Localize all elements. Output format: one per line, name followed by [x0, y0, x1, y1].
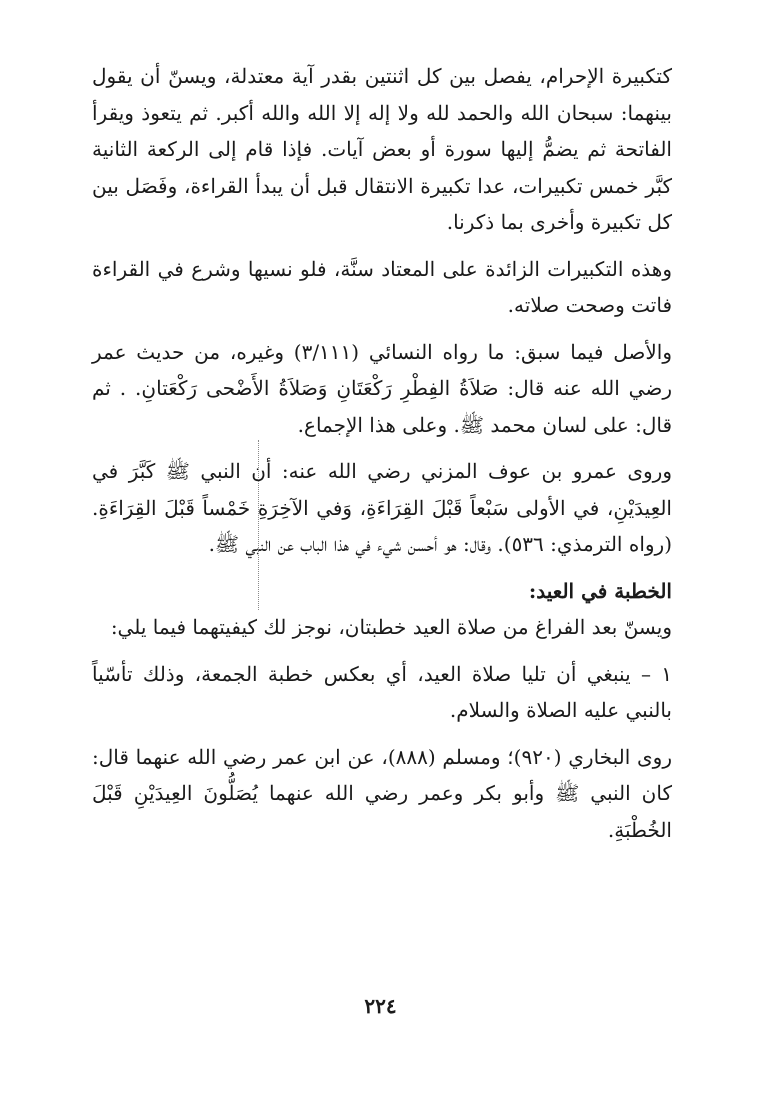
paragraph-bukhari-evidence: روى البخاري (٩٢٠)؛ ومسلم (٨٨٨)، عن ابن عمر رضي الله عنهما قال: كان النبي ﷺ وأبو بكر وعمر رضي الله عنهما يُصَلُّونَ العِيدَيْنِ قَبْلَ الخُطْبَةِ.: [92, 744, 672, 842]
page-body: [92, 58, 672, 848]
page-number: ٢٢٤: [364, 994, 397, 1018]
scan-gutter-line: [258, 440, 259, 610]
paragraph-point-one: ١ – ينبغي أن تليا صلاة العيد، أي بعكس خطبة الجمعة، وذلك تأسّياً بالنبي عليه الصلاة والسلام.: [92, 661, 672, 722]
paragraph-takbirat-sunnah: وهذه التكبيرات الزائدة على المعتاد سنَّة، فلو نسيها وشرع في القراءة فاتت وصحت صلاته.: [92, 256, 672, 317]
paragraph-khutbah-intro: ويسنّ بعد الفراغ من صلاة العيد خطبتان، نوجز لك كيفيتهما فيما يلي:: [110, 615, 672, 639]
paragraph-nasai-evidence: والأصل فيما سبق: ما رواه النسائي (٣/١١١) وغيره، من حديث عمر رضي الله عنه قال: صَلاَةُ الفِطْرِ رَكْعَتَانِ وَصَلاَةُ الأَضْحى رَكْعَتانِ. . ثم قال: على لسان محمد ﷺ. وعلى هذا الإجماع.: [92, 339, 672, 437]
section-heading-eid-khutbah: الخطبة في العيد:: [528, 578, 672, 603]
paragraph-tirmidhi-evidence: وروى عمرو بن عوف المزني رضي الله عنه: أن النبي ﷺ كَبَّرَ في العِيدَيْنِ، في الأولى سَبْعاً قَبْلَ القِرَاءَةِ، وَفي الآخِرَةِ خَمْساً قَبْلَ القِرَاءَةِ. (رواه الترمذي: ٥٣٦). وقال: هو أحسن شيء في هذا الباب عن النبي ﷺ.: [92, 459, 672, 556]
paragraph-takbirat-description: كتكبيرة الإحرام، يفصل بين كل اثنتين بقدر آية معتدلة، ويسنّ أن يقول بينهما: سبحان الله والحمد لله ولا إله إلا الله والله أكبر. ثم يتعوذ ويقرأ الفاتحة ثم يضمُّ إليها سورة أو بعض آيات. فإذا قام إلى الركعة الثانية كبَّر خمس تكبيرات، عدا تكبيرة الانتقال قبل أن يبدأ القراءة، وفَصَل بين كل تكبيرة وأخرى بما ذكرنا.: [92, 64, 672, 234]
